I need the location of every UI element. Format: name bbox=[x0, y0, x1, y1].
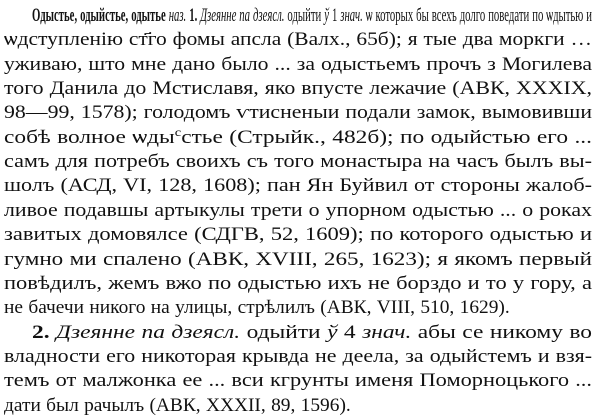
entry-line bbox=[32, 4, 592, 28]
entry-line bbox=[4, 394, 351, 418]
bold-text: 2. bbox=[32, 321, 50, 343]
entry-line bbox=[4, 272, 592, 296]
text-run: с bbox=[174, 124, 182, 139]
text-run: 4 bbox=[337, 321, 363, 343]
text-run: завитых домовялсе (СДГВ, 52, 1609); по которого одыстью и bbox=[4, 224, 592, 246]
entry-line bbox=[4, 345, 592, 369]
italic-text: знач. bbox=[362, 321, 412, 343]
entry-line bbox=[4, 126, 592, 150]
text-run: одыйти bbox=[240, 321, 328, 343]
bold-text: 1. bbox=[189, 5, 198, 26]
text-run: одыйти bbox=[284, 5, 325, 26]
text-run: дати был рачылъ (АВК, XXXII, 89, 1596). bbox=[4, 394, 351, 416]
entry-line bbox=[4, 199, 592, 223]
text-run: собѣ волное ѡды bbox=[4, 126, 175, 148]
italic-text: знач. bbox=[340, 5, 363, 26]
entry-line bbox=[4, 248, 592, 272]
entry-line bbox=[4, 53, 592, 77]
text-run: самъ для потребъ своихъ съ того монастыра на часъ былъ вы- bbox=[4, 151, 592, 173]
text-run: абы се никому во bbox=[411, 321, 592, 343]
text-run: ливое подавшы артыкулы трети о упорном одыстью ... о роках bbox=[4, 199, 592, 221]
entry-line bbox=[4, 77, 592, 101]
text-run: ѡ которых бы всехъ долго поведати по ѡдытью и bbox=[362, 5, 592, 26]
italic-text: ў bbox=[327, 321, 338, 343]
italic-text: Дзеянне па дзеясл. bbox=[200, 5, 285, 26]
entry-line bbox=[4, 296, 510, 320]
text-run: уживаю, што мне дано было ... за одыстьемъ прочъ з Могилева bbox=[4, 53, 592, 75]
text-run: шолъ (АСД, VI, 128, 1608); пан Ян Буйвил от стороны жалоб- bbox=[4, 175, 592, 197]
entry-line bbox=[4, 223, 592, 247]
text-run: владности его никоторая крывда не деела, за одыйстемъ и взя- bbox=[4, 345, 592, 367]
text-run: ѡдступленію ст҃го фомы апсла (Валх., 65б); я тые два моркги … bbox=[4, 29, 592, 51]
italic-text: Дзеянне па дзеясл. bbox=[56, 321, 241, 343]
text-run: 1 bbox=[328, 5, 341, 26]
text-run: повѣдилъ, жемъ вжо по одыстью ихъ не борздо и то у гору, а bbox=[4, 272, 592, 294]
italic-text: ў bbox=[324, 5, 329, 26]
text-run: того Данила до Мстиславя, яко впусте лежачие (АВК, XXXIX, bbox=[4, 78, 592, 100]
entry-line bbox=[4, 28, 592, 52]
bold-text: Одыстье, одыйстье, одытье bbox=[32, 5, 166, 26]
entry-line bbox=[32, 321, 592, 345]
text-run: стье (Стрыйк., 482б); по одыйстью его ... bbox=[181, 126, 592, 148]
entry-line bbox=[4, 101, 592, 125]
entry-line bbox=[4, 150, 592, 174]
entry-line bbox=[4, 174, 592, 198]
text-run: темъ от малжонка ее ... вси кгрунты именя Поморноцького ... bbox=[4, 370, 592, 392]
text-run: гумно ми спалено (АВК, XVIII, 265, 1623); я якомъ первый bbox=[4, 248, 592, 270]
text-run: не бачечи никого на улицы, стрѣлилъ (АВК, VIII, 510, 1629). bbox=[4, 297, 510, 319]
italic-text: наз. bbox=[168, 5, 187, 26]
text-run: 98—99, 1578); голодомъ ѵтисненыи подали замок, вымовивши bbox=[4, 102, 592, 124]
entry-line bbox=[4, 369, 592, 393]
